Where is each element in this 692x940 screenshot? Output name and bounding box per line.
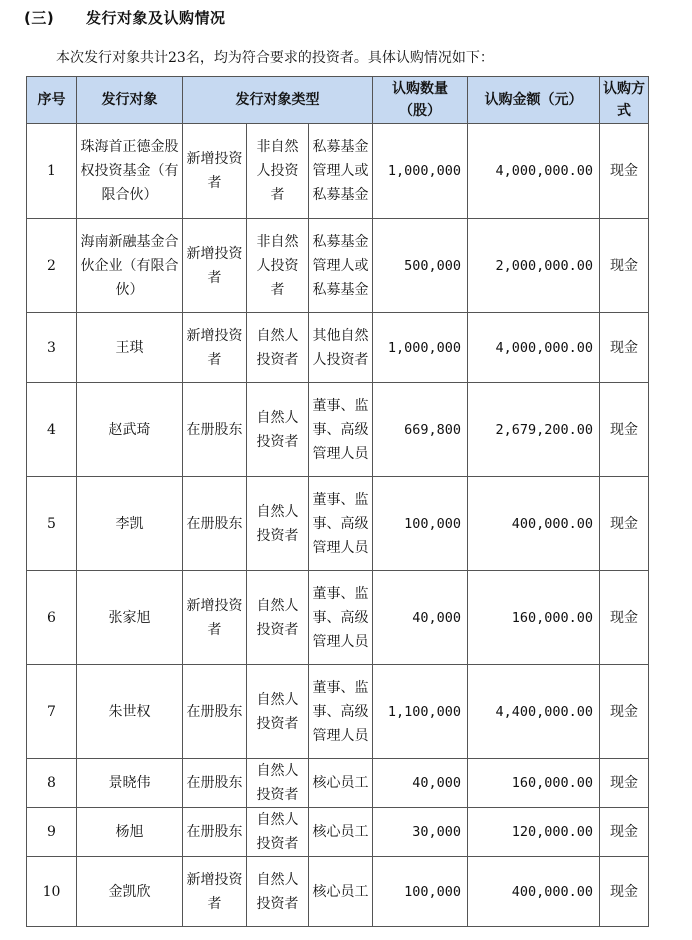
table-row [27,477,649,571]
cell-shares: 100,000 [373,477,468,571]
cell-shares: 669,800 [373,383,468,477]
cell-investor-status: 在册股东 [183,383,247,477]
table-row [27,124,649,219]
cell-method: 现金 [600,124,649,219]
cell-investor-category: 核心员工 [309,857,373,927]
table-row [27,759,649,808]
cell-investor-status: 新增投资者 [183,313,247,383]
cell-amount: 400,000.00 [468,857,600,927]
cell-amount: 4,000,000.00 [468,124,600,219]
cell-investor-status: 新增投资者 [183,124,247,219]
cell-investor-nature: 自然人投资者 [247,571,309,665]
cell-investor-name: 赵武琦 [77,383,183,477]
intro-paragraph: 本次发行对象共计23名，均为符合要求的投资者。具体认购情况如下： [56,50,494,66]
cell-method: 现金 [600,313,649,383]
cell-investor-category: 私募基金管理人或私募基金 [309,124,373,219]
section-title: 发行对象及认购情况 [86,9,226,27]
table-row [27,808,649,857]
cell-investor-nature: 自然人投资者 [247,857,309,927]
table-header-row [27,77,649,124]
cell-investor-name: 朱世权 [77,665,183,759]
cell-amount: 2,000,000.00 [468,219,600,313]
subscription-table [26,76,649,927]
cell-index: 6 [27,571,77,665]
header-shares: 认购数量（股） [373,77,468,124]
header-index: 序号 [27,77,77,124]
cell-investor-status: 新增投资者 [183,857,247,927]
cell-investor-category: 董事、监事、高级管理人员 [309,477,373,571]
cell-method: 现金 [600,571,649,665]
cell-investor-name: 海南新融基金合伙企业（有限合伙） [77,219,183,313]
cell-investor-category: 董事、监事、高级管理人员 [309,383,373,477]
cell-investor-status: 新增投资者 [183,571,247,665]
cell-investor-name: 张家旭 [77,571,183,665]
table-row [27,219,649,313]
cell-shares: 1,000,000 [373,313,468,383]
cell-index: 2 [27,219,77,313]
cell-method: 现金 [600,665,649,759]
cell-investor-category: 私募基金管理人或私募基金 [309,219,373,313]
table-row [27,313,649,383]
cell-method: 现金 [600,219,649,313]
cell-investor-name: 景晓伟 [77,759,183,808]
cell-method: 现金 [600,759,649,808]
table-row [27,383,649,477]
cell-shares: 30,000 [373,808,468,857]
cell-index: 3 [27,313,77,383]
cell-investor-name: 珠海首正德金股权投资基金（有限合伙） [77,124,183,219]
cell-investor-nature: 自然人投资者 [247,808,309,857]
cell-shares: 500,000 [373,219,468,313]
cell-investor-nature: 自然人投资者 [247,383,309,477]
cell-investor-category: 其他自然人投资者 [309,313,373,383]
cell-index: 9 [27,808,77,857]
section-heading [24,7,226,28]
cell-shares: 1,000,000 [373,124,468,219]
cell-index: 8 [27,759,77,808]
cell-index: 5 [27,477,77,571]
cell-investor-nature: 自然人投资者 [247,759,309,808]
cell-method: 现金 [600,857,649,927]
cell-index: 7 [27,665,77,759]
cell-amount: 4,000,000.00 [468,313,600,383]
cell-amount: 160,000.00 [468,571,600,665]
cell-investor-status: 新增投资者 [183,219,247,313]
cell-index: 4 [27,383,77,477]
table-row [27,665,649,759]
cell-amount: 4,400,000.00 [468,665,600,759]
cell-method: 现金 [600,383,649,477]
cell-investor-status: 在册股东 [183,808,247,857]
cell-investor-nature: 非自然人投资者 [247,124,309,219]
cell-investor-category: 核心员工 [309,759,373,808]
cell-amount: 400,000.00 [468,477,600,571]
cell-shares: 1,100,000 [373,665,468,759]
header-investor: 发行对象 [77,77,183,124]
cell-method: 现金 [600,477,649,571]
cell-shares: 40,000 [373,759,468,808]
cell-investor-status: 在册股东 [183,759,247,808]
cell-investor-nature: 自然人投资者 [247,313,309,383]
header-method: 认购方式 [600,77,649,124]
cell-investor-status: 在册股东 [183,477,247,571]
cell-amount: 2,679,200.00 [468,383,600,477]
cell-shares: 100,000 [373,857,468,927]
cell-investor-name: 金凯欣 [77,857,183,927]
cell-investor-category: 董事、监事、高级管理人员 [309,665,373,759]
cell-investor-nature: 非自然人投资者 [247,219,309,313]
cell-investor-name: 李凯 [77,477,183,571]
cell-index: 10 [27,857,77,927]
cell-index: 1 [27,124,77,219]
table-row [27,571,649,665]
cell-investor-status: 在册股东 [183,665,247,759]
header-amount: 认购金额（元） [468,77,600,124]
cell-investor-name: 王琪 [77,313,183,383]
cell-investor-category: 董事、监事、高级管理人员 [309,571,373,665]
cell-investor-nature: 自然人投资者 [247,665,309,759]
cell-amount: 120,000.00 [468,808,600,857]
section-number: (三) [24,9,55,27]
table-row [27,857,649,927]
cell-amount: 160,000.00 [468,759,600,808]
cell-investor-category: 核心员工 [309,808,373,857]
header-type: 发行对象类型 [183,77,373,124]
cell-investor-name: 杨旭 [77,808,183,857]
cell-shares: 40,000 [373,571,468,665]
cell-investor-nature: 自然人投资者 [247,477,309,571]
cell-method: 现金 [600,808,649,857]
